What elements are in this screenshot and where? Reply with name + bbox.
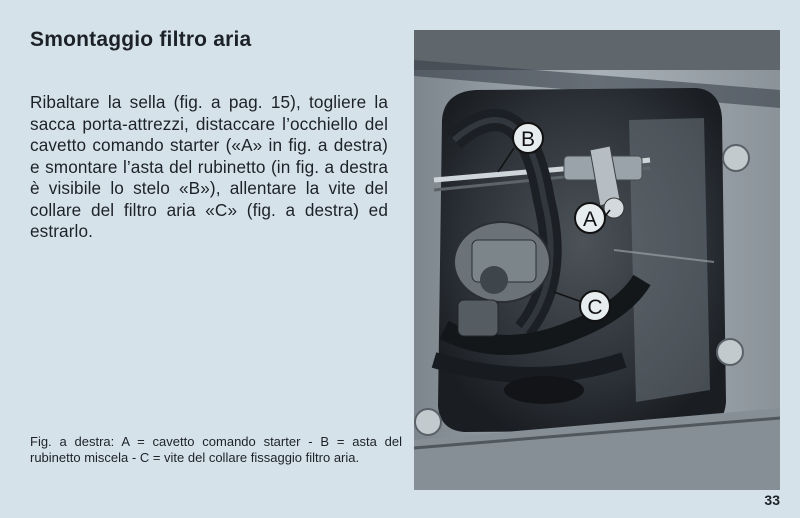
callout-b bbox=[513, 123, 543, 153]
svg-text:A: A bbox=[582, 208, 598, 231]
callout-a bbox=[575, 203, 605, 233]
instruction-paragraph: Ribaltare la sella (fig. a pag. 15), togliere la sacca porta-attrezzi, distaccare l’occhiello del cavetto comando starter («A» in fig. a destra) e smontare l’asta del rubinetto (in fig. a destra è visibile lo stelo «B»), allentare la vite del collare del filtro aria «C» (fig. a destra) ed estrarlo. bbox=[30, 92, 388, 241]
page-number: 33 bbox=[764, 492, 780, 508]
svg-text:C: C bbox=[587, 296, 603, 319]
engine-photo bbox=[414, 30, 780, 490]
figure-caption: Fig. a destra: A = cavetto comando starter - B = asta del rubinetto miscela - C = vite del collare fissaggio filtro aria. bbox=[30, 434, 402, 465]
callout-c bbox=[580, 291, 610, 321]
page-title: Smontaggio filtro aria bbox=[30, 28, 252, 51]
svg-text:B: B bbox=[520, 128, 536, 151]
engine-photo-drawing bbox=[414, 30, 780, 490]
